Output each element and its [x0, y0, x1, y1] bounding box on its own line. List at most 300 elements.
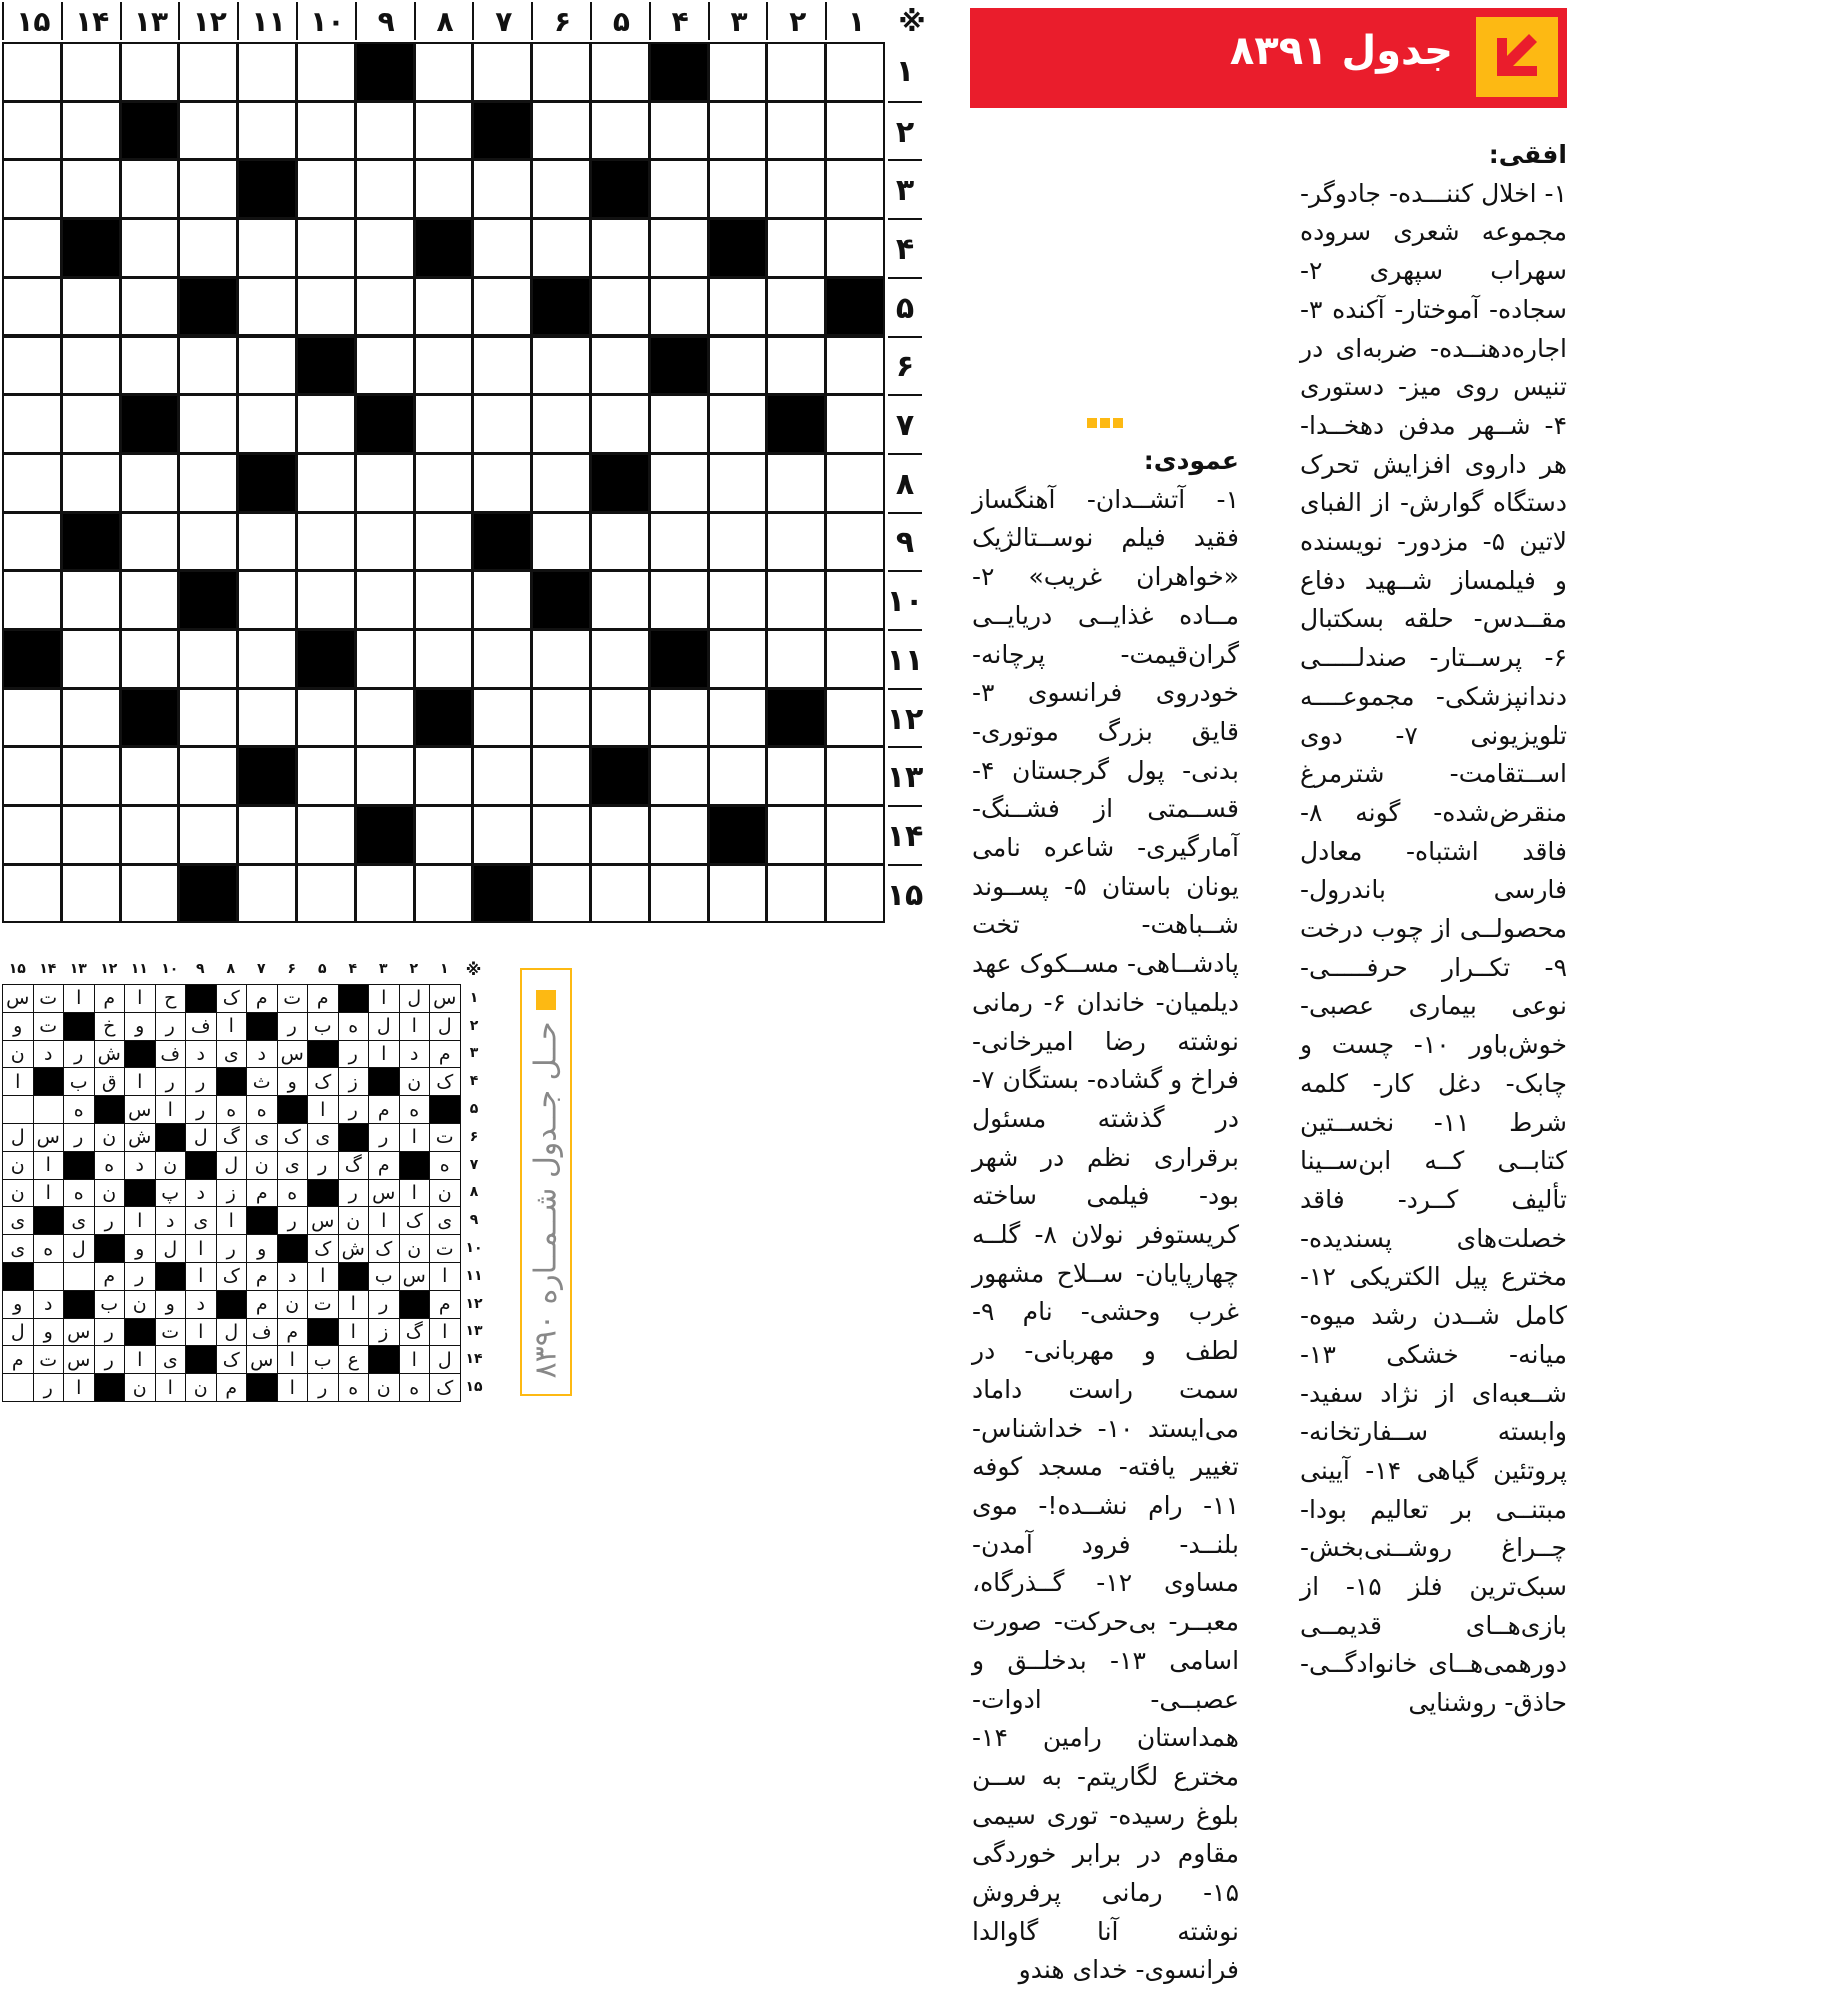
- solution-cell: ی: [185, 1206, 217, 1235]
- grid-cell[interactable]: [2, 805, 62, 865]
- grid-cell[interactable]: [61, 629, 121, 689]
- grid-cell[interactable]: [296, 394, 356, 454]
- grid-cell[interactable]: [590, 512, 650, 572]
- grid-cell[interactable]: [766, 159, 826, 219]
- grid-cell[interactable]: [649, 512, 709, 572]
- grid-cell[interactable]: [590, 688, 650, 748]
- grid-cell[interactable]: [355, 42, 415, 102]
- grid-cell[interactable]: [296, 101, 356, 161]
- solution-cell: و: [155, 1290, 187, 1319]
- grid-cell[interactable]: [472, 864, 532, 924]
- solution-cell: [33, 1206, 65, 1235]
- solution-cell: ر: [368, 1123, 400, 1152]
- grid-cell[interactable]: [355, 101, 415, 161]
- column-number: ۱۵: [2, 2, 63, 40]
- solution-cell: [63, 1012, 95, 1041]
- solution-cell: [216, 1290, 248, 1319]
- grid-cell[interactable]: [178, 805, 238, 865]
- grid-cell[interactable]: [61, 570, 121, 630]
- grid-cell[interactable]: [708, 864, 768, 924]
- grid-cell[interactable]: [237, 629, 297, 689]
- grid-cell[interactable]: [2, 746, 62, 806]
- solution-cell: [307, 1179, 339, 1208]
- grid-cell[interactable]: [237, 336, 297, 396]
- grid-cell[interactable]: [766, 805, 826, 865]
- grid-cell[interactable]: [825, 688, 885, 748]
- grid-cell[interactable]: [237, 277, 297, 337]
- grid-cell[interactable]: [355, 218, 415, 278]
- solution-cell: س: [33, 1123, 65, 1152]
- grid-cell[interactable]: [766, 336, 826, 396]
- grid-cell[interactable]: [355, 688, 415, 748]
- grid-cell[interactable]: [649, 218, 709, 278]
- solution-cell: ک: [216, 1345, 248, 1374]
- grid-cell[interactable]: [472, 688, 532, 748]
- grid-cell[interactable]: [531, 42, 591, 102]
- grid-cell[interactable]: [825, 512, 885, 572]
- grid-cell[interactable]: [61, 336, 121, 396]
- grid-cell[interactable]: [825, 746, 885, 806]
- grid-cell[interactable]: [2, 864, 62, 924]
- solution-cell: ه: [33, 1234, 65, 1263]
- grid-cell[interactable]: [296, 512, 356, 572]
- grid-cell[interactable]: [766, 453, 826, 513]
- grid-cell[interactable]: [590, 453, 650, 513]
- grid-cell[interactable]: [237, 512, 297, 572]
- grid-cell[interactable]: [825, 864, 885, 924]
- grid-cell[interactable]: [61, 746, 121, 806]
- grid-cell[interactable]: [531, 101, 591, 161]
- solution-cell: [94, 1234, 126, 1263]
- grid-cell[interactable]: [766, 629, 826, 689]
- grid-cell[interactable]: [61, 512, 121, 572]
- solution-cell: ه: [338, 1373, 370, 1402]
- grid-cell[interactable]: [61, 805, 121, 865]
- solution-cell: ز: [338, 1067, 370, 1096]
- grid-cell[interactable]: [120, 42, 180, 102]
- grid-cell[interactable]: [649, 159, 709, 219]
- grid-cell[interactable]: [825, 336, 885, 396]
- grid-cell[interactable]: [590, 218, 650, 278]
- grid-cell[interactable]: [61, 688, 121, 748]
- solution-cell: ل: [216, 1318, 248, 1347]
- grid-cell[interactable]: [531, 277, 591, 337]
- grid-cell[interactable]: [2, 42, 62, 102]
- grid-cell[interactable]: [355, 159, 415, 219]
- solution-column-number: ۳: [378, 961, 388, 977]
- grid-cell[interactable]: [355, 277, 415, 337]
- grid-cell[interactable]: [237, 453, 297, 513]
- grid-cell[interactable]: [708, 159, 768, 219]
- grid-cell[interactable]: [178, 218, 238, 278]
- grid-cell[interactable]: [120, 864, 180, 924]
- grid-cell[interactable]: [531, 746, 591, 806]
- grid-cell[interactable]: [296, 453, 356, 513]
- vertical-clues-text: ۱- آتشــدان- آهنگساز فقید فیلم نوســتالژیک «خواهران غریب» ۲- مــاده غذایــی دریایــی گران‌قیمت- پرچانه- خودروی فرانسوی ۳- قایق بزرگ موتوری- بدنی- پول گرجستان ۴- قســمتی از فشــنگ- آمارگیری- شاعره نامی یونان باستان ۵- پســوند شــباهت- تخت پادشــاهی- مســکوک عهد دیلمیان- خاندان ۶- رمانی نوشته رضا امیرخانی- فراخ و گشاده- بستگان ۷- در گذشته مسئول برقراری نظم در شهر بود- فیلمی ساخته کریستوفر نولان ۸- گلــه چهارپایان- ســلاح مشهور غرب وحشی- نام ۹- لطف و مهربانی- در سمت راست داماد می‌ایستد ۱۰- خداشناس- تغییر یافته- مسجد کوفه ۱۱- رام نشــده!- موی بلنــد- فرود آمدن- مساوی ۱۲- گــذرگاه، معبــر- بی‌حرکت- صورت اسامی ۱۳- بدخلــق و عصبــی- ادوات- همداستان رامین ۱۴- مخترع لگاریتم- به ســن بلوغ رسیده- توری سیمی مقاوم در برابر خوردگی ۱۵- رمانی پرفروش نوشته آنا گاوالدا فرانسوی- خدای هندو: [972, 484, 1240, 1985]
- grid-cell[interactable]: [237, 864, 297, 924]
- solution-cell: ن: [94, 1123, 126, 1152]
- grid-cell[interactable]: [178, 159, 238, 219]
- solution-cell: [33, 1095, 65, 1124]
- grid-cell[interactable]: [766, 570, 826, 630]
- grid-cell[interactable]: [178, 101, 238, 161]
- grid-cell[interactable]: [2, 101, 62, 161]
- solution-cell: ا: [63, 984, 95, 1013]
- grid-cell[interactable]: [708, 805, 768, 865]
- solution-cell: ا: [399, 1012, 431, 1041]
- grid-cell[interactable]: [590, 746, 650, 806]
- grid-cell[interactable]: [531, 864, 591, 924]
- grid-cell[interactable]: [120, 159, 180, 219]
- grid-cell[interactable]: [708, 277, 768, 337]
- grid-cell[interactable]: [649, 864, 709, 924]
- solution-cell: ر: [338, 1179, 370, 1208]
- grid-cell[interactable]: [766, 746, 826, 806]
- grid-cell[interactable]: [120, 805, 180, 865]
- grid-cell[interactable]: [531, 218, 591, 278]
- grid-cell[interactable]: [237, 805, 297, 865]
- solution-cell: م: [2, 1345, 34, 1374]
- grid-cell[interactable]: [296, 159, 356, 219]
- grid-cell[interactable]: [414, 42, 474, 102]
- grid-cell[interactable]: [414, 688, 474, 748]
- grid-cell[interactable]: [2, 218, 62, 278]
- solution-cell: ن: [338, 1206, 370, 1235]
- grid-cell[interactable]: [472, 746, 532, 806]
- column-number: ۳: [708, 2, 769, 40]
- grid-cell[interactable]: [414, 864, 474, 924]
- solution-cell: س: [63, 1318, 95, 1347]
- solution-cell: م: [368, 1095, 400, 1124]
- grid-cell[interactable]: [708, 746, 768, 806]
- grid-cell[interactable]: [355, 864, 415, 924]
- grid-cell[interactable]: [472, 394, 532, 454]
- grid-cell[interactable]: [590, 805, 650, 865]
- grid-cell[interactable]: [472, 629, 532, 689]
- grid-cell[interactable]: [766, 277, 826, 337]
- solution-cell: [185, 984, 217, 1013]
- grid-cell[interactable]: [355, 453, 415, 513]
- grid-cell[interactable]: [355, 746, 415, 806]
- grid-cell[interactable]: [825, 101, 885, 161]
- grid-cell[interactable]: [649, 688, 709, 748]
- grid-cell[interactable]: [237, 394, 297, 454]
- solution-row-number: ۳: [469, 1045, 479, 1062]
- solution-column-number: ۴: [348, 961, 358, 977]
- grid-cell[interactable]: [590, 394, 650, 454]
- grid-cell[interactable]: [766, 42, 826, 102]
- grid-cell[interactable]: [414, 159, 474, 219]
- grid-cell[interactable]: [708, 101, 768, 161]
- grid-cell[interactable]: [414, 101, 474, 161]
- grid-cell[interactable]: [355, 805, 415, 865]
- solution-row-number: ۱۵: [465, 1379, 483, 1396]
- grid-cell[interactable]: [414, 629, 474, 689]
- solution-column-number: ۸: [226, 961, 236, 977]
- grid-cell[interactable]: [766, 512, 826, 572]
- grid-cell[interactable]: [237, 570, 297, 630]
- grid-cell[interactable]: [531, 453, 591, 513]
- grid-cell[interactable]: [825, 629, 885, 689]
- grid-cell[interactable]: [766, 101, 826, 161]
- grid-cell[interactable]: [825, 394, 885, 454]
- grid-cell[interactable]: [649, 394, 709, 454]
- grid-cell[interactable]: [649, 453, 709, 513]
- solution-cell: ل: [185, 1123, 217, 1152]
- grid-cell[interactable]: [472, 101, 532, 161]
- grid-cell[interactable]: [766, 218, 826, 278]
- grid-cell[interactable]: [120, 453, 180, 513]
- grid-cell[interactable]: [825, 277, 885, 337]
- grid-cell[interactable]: [61, 453, 121, 513]
- grid-cell[interactable]: [649, 746, 709, 806]
- grid-cell[interactable]: [590, 336, 650, 396]
- grid-cell[interactable]: [766, 864, 826, 924]
- grid-cell[interactable]: [649, 42, 709, 102]
- grid-cell[interactable]: [296, 42, 356, 102]
- solution-cell: ا: [399, 1345, 431, 1374]
- grid-cell[interactable]: [61, 42, 121, 102]
- grid-cell[interactable]: [472, 570, 532, 630]
- solution-cell: ه: [399, 1373, 431, 1402]
- grid-cell[interactable]: [590, 570, 650, 630]
- grid-cell[interactable]: [766, 688, 826, 748]
- grid-cell[interactable]: [2, 512, 62, 572]
- solution-cell: ا: [277, 1373, 309, 1402]
- grid-cell[interactable]: [2, 336, 62, 396]
- grid-cell[interactable]: [178, 512, 238, 572]
- grid-cell[interactable]: [178, 336, 238, 396]
- grid-cell[interactable]: [296, 277, 356, 337]
- grid-cell[interactable]: [120, 394, 180, 454]
- grid-cell[interactable]: [414, 746, 474, 806]
- grid-cell[interactable]: [825, 42, 885, 102]
- grid-cell[interactable]: [355, 629, 415, 689]
- grid-cell[interactable]: [531, 394, 591, 454]
- solution-row-number: ۱: [469, 989, 479, 1006]
- grid-cell[interactable]: [237, 218, 297, 278]
- solution-row-number: ۹: [469, 1212, 479, 1229]
- solution-cell: [338, 1262, 370, 1291]
- grid-cell[interactable]: [178, 629, 238, 689]
- grid-cell[interactable]: [2, 394, 62, 454]
- grid-cell[interactable]: [120, 101, 180, 161]
- grid-cell[interactable]: [649, 805, 709, 865]
- grid-cell[interactable]: [649, 277, 709, 337]
- vertical-clues: [972, 442, 1239, 1990]
- grid-cell[interactable]: [120, 277, 180, 337]
- solution-cell: ر: [94, 1318, 126, 1347]
- solution-cell: ت: [33, 1012, 65, 1041]
- grid-cell[interactable]: [649, 336, 709, 396]
- grid-cell[interactable]: [120, 570, 180, 630]
- grid-cell[interactable]: [237, 688, 297, 748]
- grid-cell[interactable]: [296, 864, 356, 924]
- grid-cell[interactable]: [708, 512, 768, 572]
- grid-cell[interactable]: [825, 570, 885, 630]
- grid-cell[interactable]: [472, 512, 532, 572]
- grid-cell[interactable]: [708, 218, 768, 278]
- grid-cell[interactable]: [296, 805, 356, 865]
- grid-cell[interactable]: [237, 746, 297, 806]
- grid-cell[interactable]: [531, 336, 591, 396]
- grid-cell[interactable]: [355, 512, 415, 572]
- grid-cell[interactable]: [708, 570, 768, 630]
- grid-cell[interactable]: [708, 688, 768, 748]
- grid-cell[interactable]: [649, 629, 709, 689]
- solution-cell: ل: [399, 984, 431, 1013]
- grid-cell[interactable]: [531, 570, 591, 630]
- grid-cell[interactable]: [766, 394, 826, 454]
- grid-cell[interactable]: [237, 159, 297, 219]
- grid-cell[interactable]: [414, 218, 474, 278]
- row-number: ۲: [888, 101, 922, 162]
- grid-cell[interactable]: [178, 688, 238, 748]
- grid-cell[interactable]: [178, 864, 238, 924]
- grid-cell[interactable]: [2, 159, 62, 219]
- solution-column-number: ۱۴: [39, 961, 57, 977]
- grid-cell[interactable]: [178, 394, 238, 454]
- grid-cell[interactable]: [590, 277, 650, 337]
- grid-cell[interactable]: [355, 394, 415, 454]
- grid-cell[interactable]: [178, 453, 238, 513]
- grid-cell[interactable]: [531, 688, 591, 748]
- grid-cell[interactable]: [414, 805, 474, 865]
- solution-cell: م: [216, 1373, 248, 1402]
- solution-cell: ل: [216, 1151, 248, 1180]
- grid-cell[interactable]: [237, 101, 297, 161]
- grid-cell[interactable]: [825, 218, 885, 278]
- grid-cell[interactable]: [120, 218, 180, 278]
- row-number: ۱۳: [888, 746, 922, 807]
- grid-cell[interactable]: [590, 101, 650, 161]
- solution-cell: ر: [63, 1040, 95, 1069]
- grid-cell[interactable]: [414, 277, 474, 337]
- grid-cell[interactable]: [472, 805, 532, 865]
- solution-cell: ن: [94, 1179, 126, 1208]
- solution-cell: ا: [216, 1012, 248, 1041]
- grid-cell[interactable]: [296, 218, 356, 278]
- grid-cell[interactable]: [296, 336, 356, 396]
- grid-cell[interactable]: [120, 688, 180, 748]
- grid-cell[interactable]: [296, 570, 356, 630]
- solution-column-number: ۱: [439, 961, 449, 977]
- grid-cell[interactable]: [472, 277, 532, 337]
- grid-cell[interactable]: [531, 512, 591, 572]
- grid-cell[interactable]: [825, 805, 885, 865]
- grid-cell[interactable]: [531, 805, 591, 865]
- grid-cell[interactable]: [590, 42, 650, 102]
- grid-cell[interactable]: [61, 159, 121, 219]
- grid-cell[interactable]: [178, 570, 238, 630]
- solution-cell: ف: [246, 1318, 278, 1347]
- solution-cell: [63, 1262, 95, 1291]
- solution-cell: ی: [2, 1234, 34, 1263]
- grid-cell[interactable]: [2, 277, 62, 337]
- horizontal-clues: [1300, 136, 1567, 1723]
- solution-cell: م: [246, 1179, 278, 1208]
- solution-cell: ر: [216, 1234, 248, 1263]
- solution-cell: ه: [246, 1095, 278, 1124]
- grid-cell[interactable]: [414, 453, 474, 513]
- solution-cell: [124, 1318, 156, 1347]
- grid-cell[interactable]: [61, 394, 121, 454]
- grid-cell[interactable]: [355, 570, 415, 630]
- row-number: ۱۴: [888, 805, 922, 866]
- grid-cell[interactable]: [120, 336, 180, 396]
- column-number: ۹: [355, 2, 416, 40]
- grid-cell[interactable]: [472, 336, 532, 396]
- grid-cell[interactable]: [296, 746, 356, 806]
- grid-cell[interactable]: [708, 629, 768, 689]
- grid-cell[interactable]: [2, 688, 62, 748]
- vertical-heading: عمودی:: [1143, 446, 1239, 475]
- solution-cell: ا: [307, 1262, 339, 1291]
- solution-cell: د: [185, 1290, 217, 1319]
- grid-cell[interactable]: [296, 688, 356, 748]
- solution-cell: [338, 984, 370, 1013]
- solution-column-number: ۱۲: [100, 961, 118, 977]
- solution-cell: ن: [155, 1151, 187, 1180]
- grid-cell[interactable]: [649, 101, 709, 161]
- row-number: ۱۲: [888, 688, 922, 749]
- grid-cell[interactable]: [531, 159, 591, 219]
- grid-cell[interactable]: [472, 218, 532, 278]
- grid-cell[interactable]: [590, 864, 650, 924]
- grid-cell[interactable]: [414, 394, 474, 454]
- grid-cell[interactable]: [61, 864, 121, 924]
- grid-cell[interactable]: [708, 42, 768, 102]
- grid-cell[interactable]: [708, 453, 768, 513]
- grid-cell[interactable]: [120, 629, 180, 689]
- grid-cell[interactable]: [120, 746, 180, 806]
- grid-cell[interactable]: [590, 159, 650, 219]
- grid-cell[interactable]: [61, 101, 121, 161]
- grid-cell[interactable]: [708, 394, 768, 454]
- grid-cell[interactable]: [590, 629, 650, 689]
- grid-cell[interactable]: [61, 277, 121, 337]
- grid-cell[interactable]: [414, 570, 474, 630]
- grid-cell[interactable]: [708, 336, 768, 396]
- grid-cell[interactable]: [2, 629, 62, 689]
- grid-cell[interactable]: [237, 42, 297, 102]
- solution-cell: [307, 1040, 339, 1069]
- grid-cell[interactable]: [296, 629, 356, 689]
- grid-cell[interactable]: [531, 629, 591, 689]
- grid-cell[interactable]: [825, 453, 885, 513]
- grid-cell[interactable]: [649, 570, 709, 630]
- grid-cell[interactable]: [472, 42, 532, 102]
- solution-cell: ن: [2, 1040, 34, 1069]
- grid-cell[interactable]: [414, 512, 474, 572]
- grid-cell[interactable]: [120, 512, 180, 572]
- grid-cell[interactable]: [355, 336, 415, 396]
- solution-cell: م: [246, 1290, 278, 1319]
- grid-cell[interactable]: [472, 159, 532, 219]
- grid-cell[interactable]: [825, 159, 885, 219]
- grid-cell[interactable]: [2, 453, 62, 513]
- solution-cell: م: [246, 1262, 278, 1291]
- grid-cell[interactable]: [2, 570, 62, 630]
- column-number: ۱: [825, 2, 886, 40]
- grid-cell[interactable]: [178, 746, 238, 806]
- solution-cell: [63, 1151, 95, 1180]
- grid-cell[interactable]: [178, 42, 238, 102]
- grid-cell[interactable]: [61, 218, 121, 278]
- grid-cell[interactable]: [178, 277, 238, 337]
- grid-cell[interactable]: [472, 453, 532, 513]
- grid-cell[interactable]: [414, 336, 474, 396]
